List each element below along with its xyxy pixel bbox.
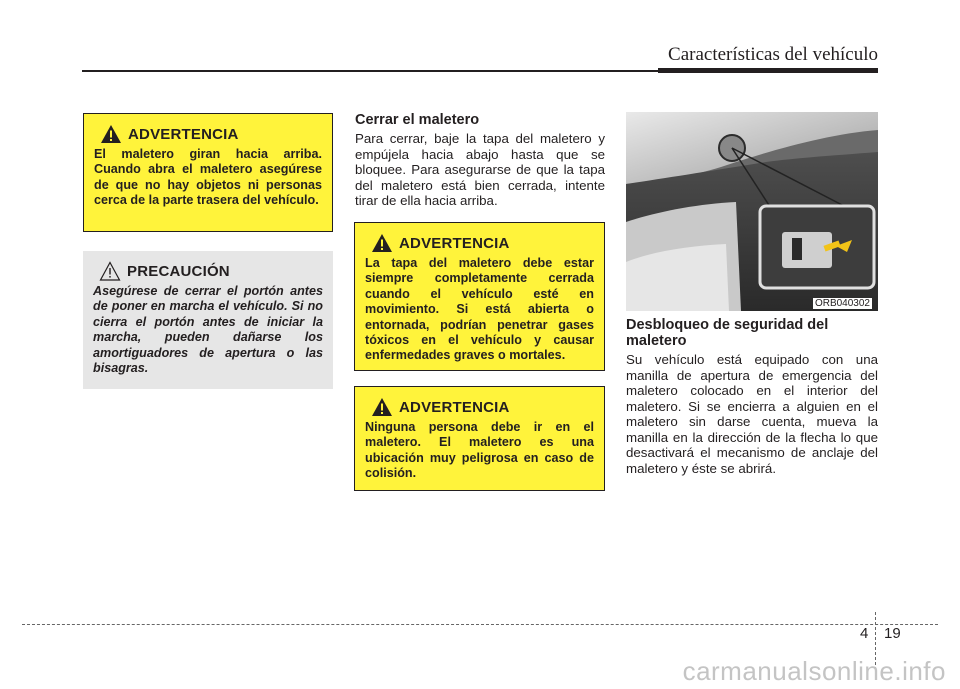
warning-triangle-icon (371, 233, 393, 253)
header-rule-accent (658, 68, 878, 73)
watermark: carmanualsonline.info (682, 656, 946, 686)
chapter-number: 4 (860, 625, 869, 642)
warning-box-no-riders (354, 386, 605, 491)
warning-title: ADVERTENCIA (399, 398, 510, 416)
caution-box-header (99, 261, 323, 281)
emergency-release-heading: Desbloqueo de seguridad del maletero (626, 317, 829, 349)
warning-text: La tapa del maletero debe estar siempre completamente cerrada cuando el vehículo esté en movimiento. Si está abierta o entornada, podrían penetrar gases tóxicos en el vehículo y causar enfermedades graves o mortales. (365, 256, 594, 363)
close-trunk-text: Para cerrar, baje la tapa del maletero y empújela hacia abajo hasta que se bloquee. Para asegurarse de que la tapa del maletero está bien cerrada, intente tirar de ella hacia arriba. (355, 131, 605, 208)
warning-text: El maletero giran hacia arriba. Cuando abra el maletero asegúrese de que no hay objetos ni personas cerca de la parte trasera del vehículo. (94, 147, 322, 208)
warning-title: ADVERTENCIA (399, 234, 510, 252)
warning-text: Ninguna persona debe ir en el maletero. El maletero es una ubicación muy peligrosa en caso de colisión. (365, 420, 594, 481)
page-number: 19 (884, 625, 901, 642)
warning-title: ADVERTENCIA (128, 125, 239, 143)
warning-box-header (371, 233, 594, 253)
caution-text: Asegúrese de cerrar el portón antes de poner en marcha el vehículo. Si no cierra el portón antes de iniciar la marcha, pueden dañarse los amortiguadores de apertura o las bisagras. (93, 284, 323, 376)
trunk-release-illustration (626, 112, 878, 311)
caution-title: PRECAUCIÓN (127, 262, 230, 280)
warning-box-header (100, 124, 322, 144)
close-trunk-heading: Cerrar el maletero (355, 112, 480, 128)
caution-triangle-icon (99, 261, 121, 281)
warning-box-header (371, 397, 594, 417)
warning-triangle-icon (100, 124, 122, 144)
trunk-release-photo (626, 112, 878, 311)
warning-triangle-icon (371, 397, 393, 417)
page-header-title: Características del vehículo (668, 44, 878, 65)
caution-box (83, 251, 333, 389)
footer-rule (22, 624, 938, 625)
warning-box-trunk-opening (83, 113, 333, 232)
figure-code: ORB040302 (814, 298, 870, 309)
emergency-release-text: Su vehículo está equipado con una manilla de apertura de emergencia del maletero colocado en el interior del maletero. Si se encierra a alguien en el maletero sin darse cuenta, mueva la manilla en la dirección de la flecha lo que desactivará el mecanismo de anclaje del maletero y éste se abrirá. (626, 352, 878, 476)
warning-box-trunk-closed (354, 222, 605, 371)
